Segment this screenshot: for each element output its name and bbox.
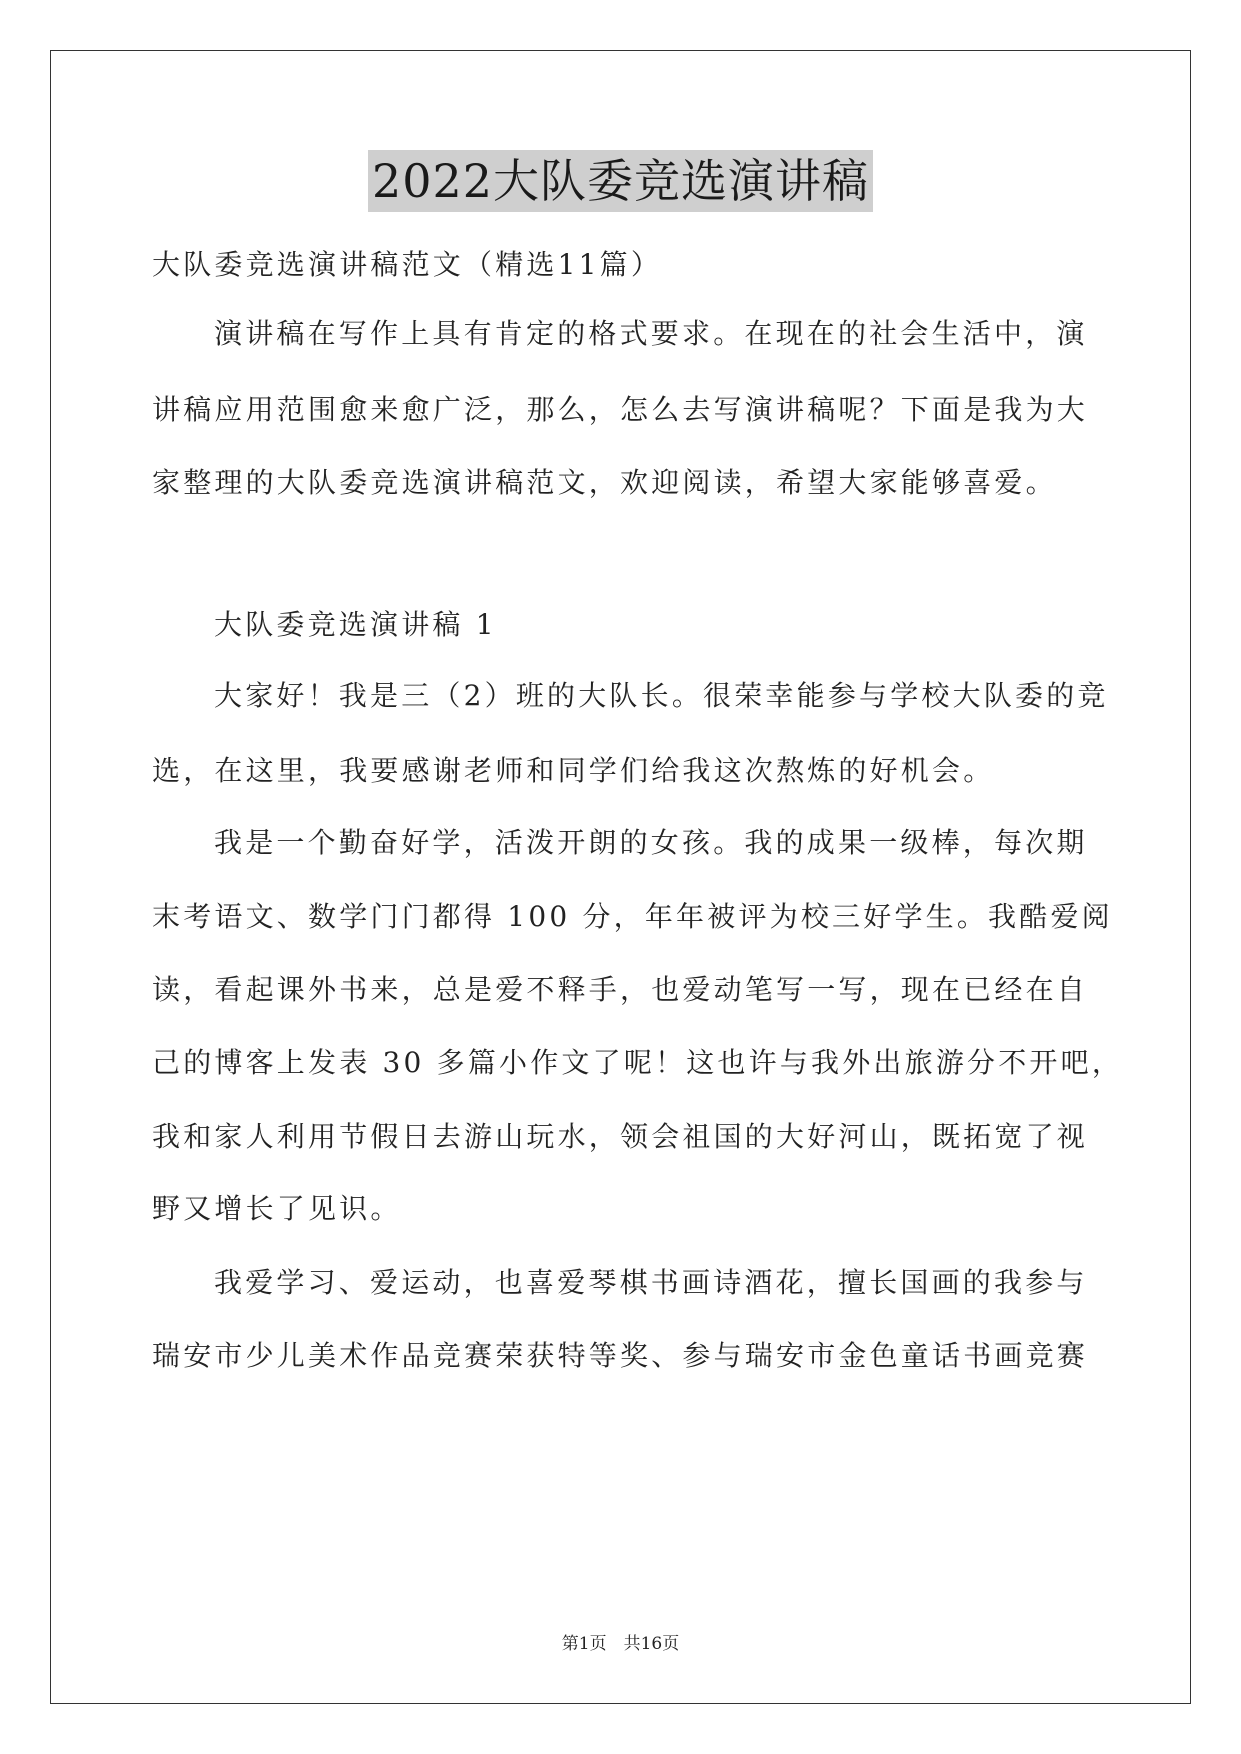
document-subtitle: 大队委竞选演讲稿范文（精选11篇） — [152, 248, 663, 281]
document-title: 2022大队委竞选演讲稿 — [368, 150, 873, 212]
body-line: 末考语文、数学门门都得 100 分，年年被评为校三好学生。我酷爱阅 — [152, 900, 1113, 933]
body-line: 选，在这里，我要感谢老师和同学们给我这次熬炼的好机会。 — [152, 754, 995, 787]
body-line: 我是一个勤奋好学，活泼开朗的女孩。我的成果一级棒，每次期 — [214, 826, 1088, 859]
body-line: 瑞安市少儿美术作品竞赛荣获特等奖、参与瑞安市金色童话书画竞赛 — [152, 1339, 1089, 1372]
title-container — [0, 150, 1241, 212]
body-line: 大家好！我是三（2）班的大队长。很荣幸能参与学校大队委的竞 — [214, 679, 1109, 712]
body-line: 野又增长了见识。 — [152, 1192, 402, 1225]
page-border — [50, 50, 1191, 1704]
body-line: 我爱学习、爱运动，也喜爱琴棋书画诗酒花，擅长国画的我参与 — [214, 1266, 1088, 1299]
body-line: 己的博客上发表 30 多篇小作文了呢！这也许与我外出旅游分不开吧， — [152, 1046, 1124, 1079]
intro-line: 讲稿应用范围愈来愈广泛，那么，怎么去写演讲稿呢？下面是我为大 — [152, 393, 1089, 426]
section-heading: 大队委竞选演讲稿 1 — [214, 608, 497, 641]
intro-line: 家整理的大队委竞选演讲稿范文，欢迎阅读，希望大家能够喜爱。 — [152, 466, 1057, 499]
body-line: 读，看起课外书来，总是爱不释手，也爱动笔写一写，现在已经在自 — [152, 973, 1089, 1006]
page-indicator: 第1页 共16页 — [561, 1634, 680, 1654]
intro-line: 演讲稿在写作上具有肯定的格式要求。在现在的社会生活中，演 — [214, 317, 1088, 350]
body-line: 我和家人利用节假日去游山玩水，领会祖国的大好河山，既拓宽了视 — [152, 1120, 1089, 1153]
